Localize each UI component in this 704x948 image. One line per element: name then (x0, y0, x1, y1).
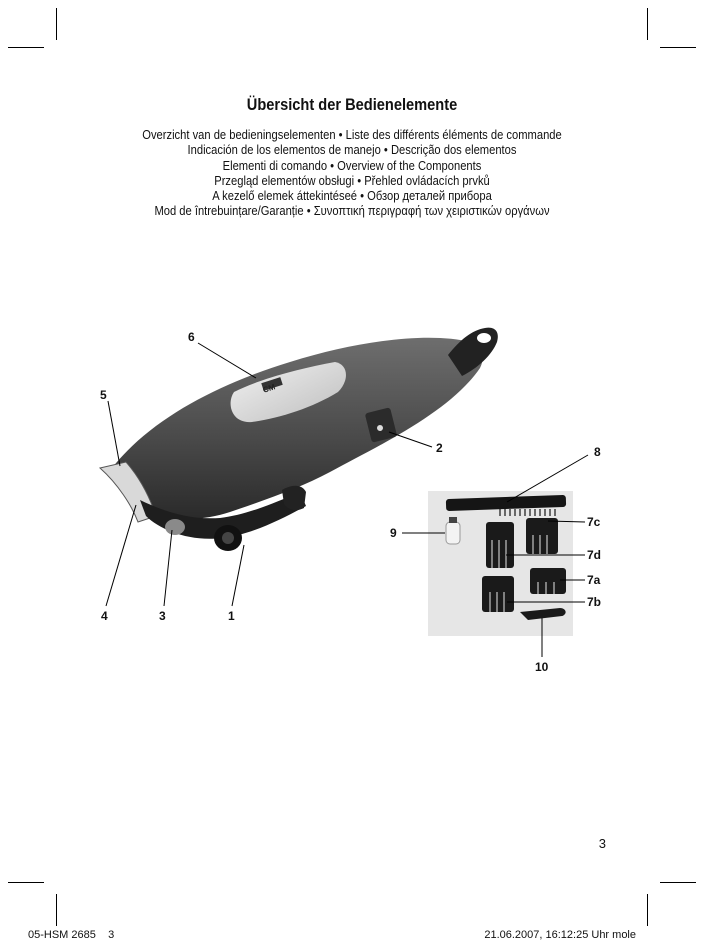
accessories-image (428, 491, 573, 636)
callout-10: 10 (535, 660, 549, 674)
callout-7d: 7d (587, 548, 602, 562)
callout-4: 4 (101, 609, 108, 623)
page-number: 3 (598, 836, 606, 851)
footer-right: 21.06.2007, 16:12:25 Uhr mole (484, 929, 636, 941)
callout-6: 6 (188, 330, 195, 344)
callout-9: 9 (390, 526, 397, 540)
footer-left: 05-HSM 2685 3 (28, 929, 115, 941)
callout-8: 8 (594, 445, 601, 459)
callout-2: 2 (436, 441, 443, 455)
subtitle-line: Mod de întrebuințare/Garanție • Συνοπτική περιγραφή των χειριστικών οργάνων (154, 203, 550, 219)
subtitle-line: Elementi di comando • Overview of the Components (222, 157, 482, 173)
callout-5: 5 (100, 388, 107, 402)
subtitle-line: A kezelő elemek áttekintéseé • Обзор деталей прибора (212, 188, 492, 204)
callout-7b: 7b (587, 595, 602, 609)
brand-logo-text: CM (261, 382, 277, 395)
subtitle-line: Indicación de los elementos de manejo • Descrição dos elementos (187, 142, 517, 158)
page-title: Übersicht der Bedienelemente (246, 95, 458, 114)
callout-1: 1 (228, 609, 235, 623)
subtitle-line: Przegląd elementów obsługi • Přehled ovládacích prvků (214, 172, 490, 188)
callout-3: 3 (159, 609, 166, 623)
callout-7c: 7c (587, 515, 601, 529)
subtitle-line: Overzicht van de bedieningselementen • Liste des différents éléments de commande (142, 127, 562, 142)
callout-7a: 7a (587, 573, 601, 587)
